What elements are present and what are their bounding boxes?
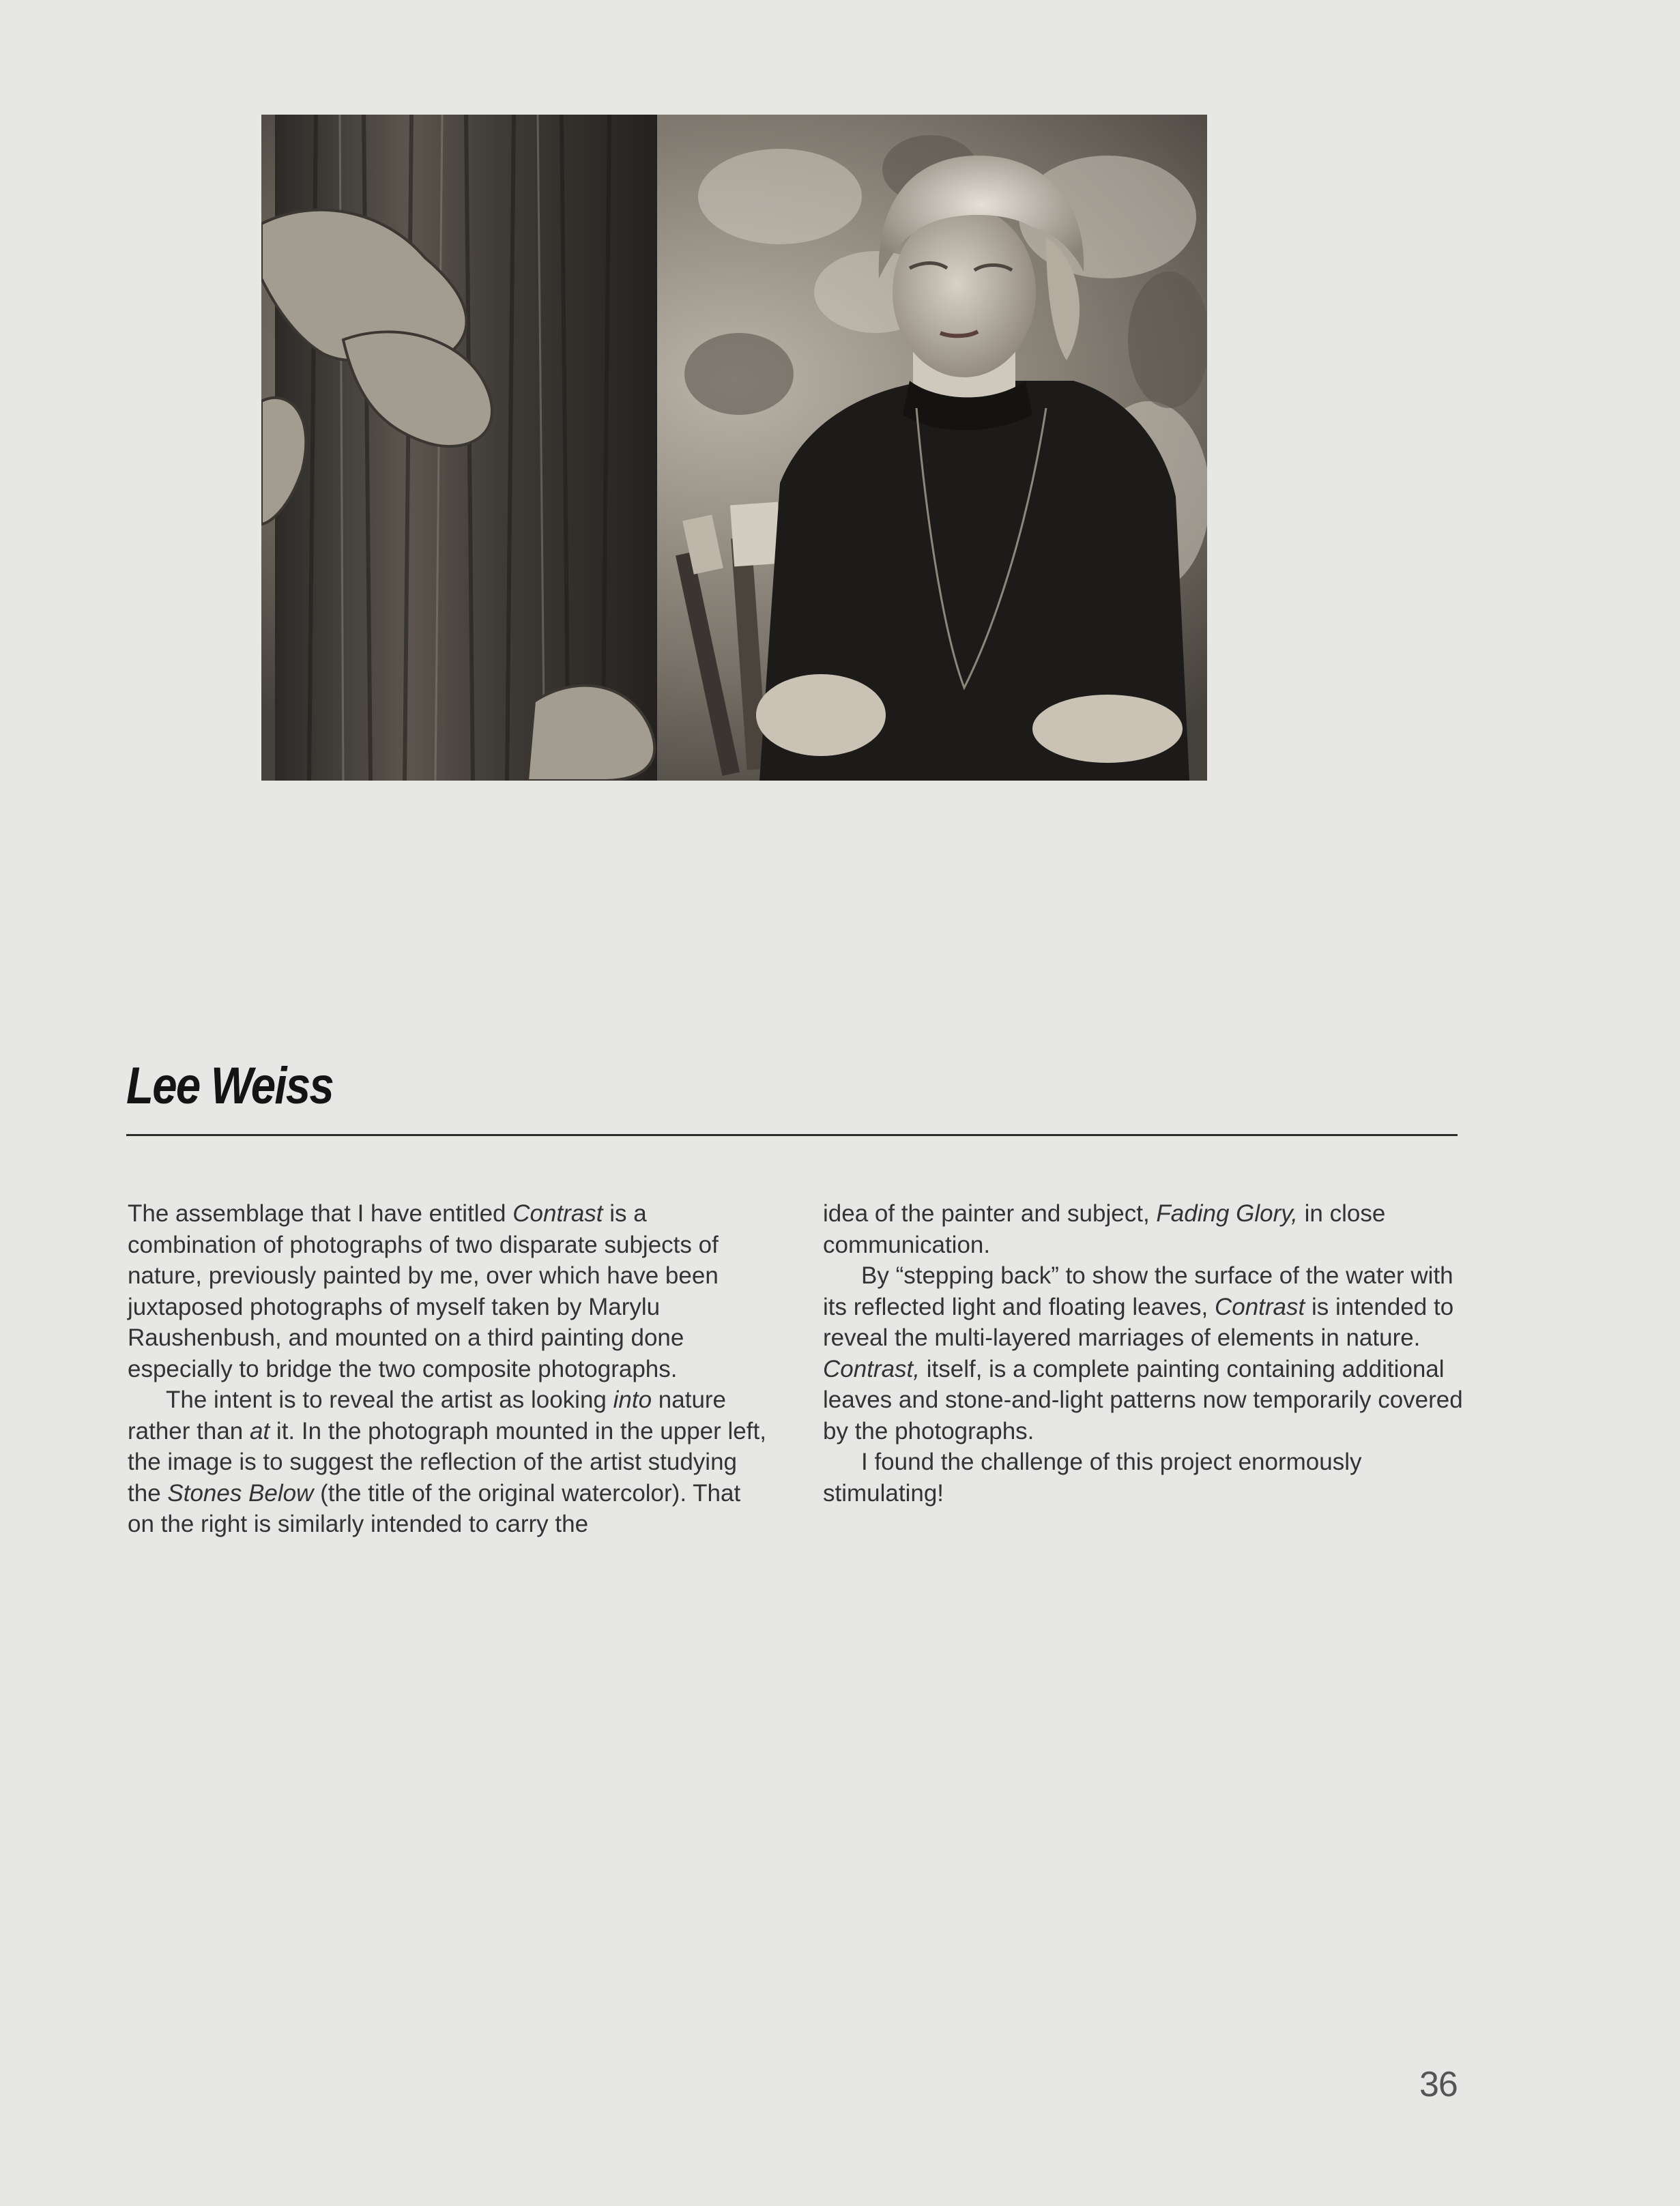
italic-title-text: Fading Glory, [1156, 1200, 1298, 1227]
page-title: Lee Weiss [126, 1057, 334, 1115]
page-number: 36 [1419, 2065, 1458, 2104]
italic-title-text: at [250, 1417, 270, 1445]
paragraph-text: is a combination of photographs of two disparate subjects of nature, previously painted by me, over which have been juxtaposed photographs of myself taken by Marylu Raushenbush, and mounted on a third painting done especially to bridge the two composite photographs. [128, 1200, 719, 1382]
body-paragraph [823, 1260, 1464, 1447]
paragraph-text: itself, is a complete painting containing additional leaves and stone-and-light patterns now temporarily covered by the photographs. [823, 1355, 1463, 1445]
italic-title-text: into [613, 1387, 652, 1413]
paragraph-text: nature rather than [128, 1387, 727, 1445]
italic-title-text: Contrast, [823, 1355, 920, 1382]
italic-title-text: Stones Below [167, 1479, 314, 1507]
body-paragraph [128, 1384, 769, 1540]
paragraph-text: I found the challenge of this project enormously stimulating! [823, 1449, 1362, 1507]
paragraph-text: By “stepping back” to show the surface of the water with its reflected light and floating leaves, [823, 1262, 1453, 1320]
italic-title-text: Contrast [512, 1200, 603, 1227]
portrait-photo [261, 115, 1207, 781]
paragraph-text: it. In the photograph mounted in the upper left, the image is to suggest the reflection of the artist studying the [128, 1417, 766, 1507]
body-paragraph [823, 1198, 1464, 1260]
artist-portrait-photo [261, 115, 1207, 781]
paragraph-text: The assemblage that I have entitled [128, 1200, 513, 1227]
paragraph-text: The intent is to reveal the artist as looking [166, 1387, 613, 1413]
text-column-right [823, 1198, 1464, 1509]
paragraph-text: in close communication. [823, 1200, 1386, 1258]
italic-title-text: Contrast [1214, 1293, 1305, 1320]
paragraph-text: (the title of the original watercolor). That on the right is similarly intended to carry the [128, 1479, 741, 1537]
body-paragraph [823, 1447, 1464, 1509]
body-paragraph [128, 1198, 769, 1384]
title-divider [126, 1134, 1458, 1136]
paragraph-text: idea of the painter and subject, [823, 1200, 1157, 1227]
text-column-left [128, 1198, 769, 1540]
paragraph-text: is intended to reveal the multi-layered marriages of elements in nature. [823, 1293, 1454, 1351]
